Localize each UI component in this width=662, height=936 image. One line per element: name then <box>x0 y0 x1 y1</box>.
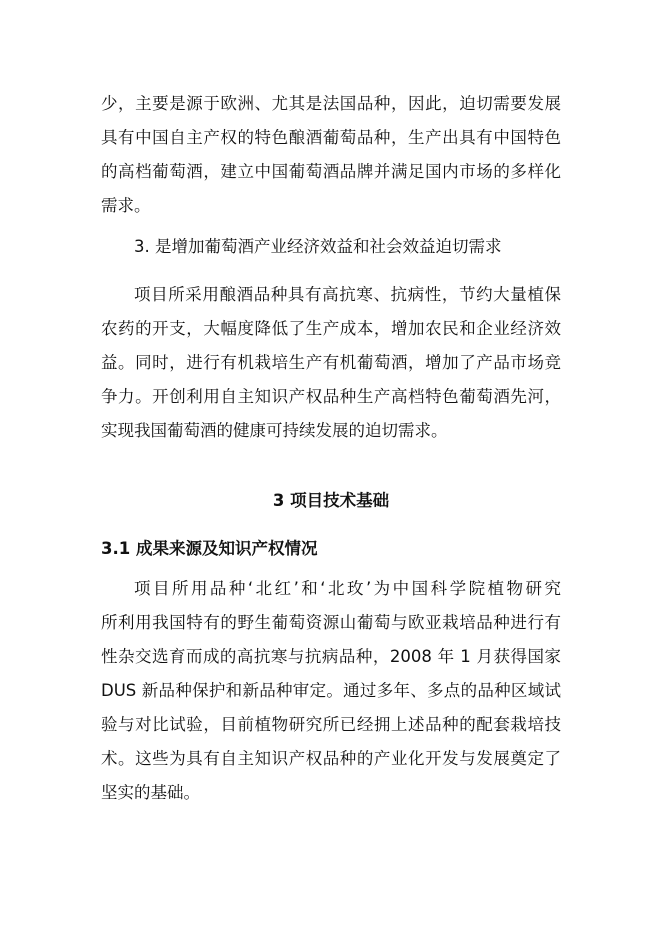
paragraph-line: 少，主要是源于欧洲、尤其是法国品种，因此，迫切需要发展 <box>101 94 561 113</box>
paragraph-line: DUS 新品种保护和新品种审定。通过多年、多点的品种区域试 <box>101 681 561 700</box>
paragraph-line: 争力。开创利用自主知识产权品种生产高档特色葡萄酒先河， <box>101 387 561 406</box>
section-title: 3 项目技术基础 <box>272 491 390 510</box>
paragraph-line: 术。这些为具有自主知识产权品种的产业化开发与发展奠定了 <box>101 749 561 768</box>
paragraph-line: 所利用我国特有的野生葡萄资源山葡萄与欧亚栽培品种进行有 <box>101 613 561 632</box>
paragraph-line: 益。同时，进行有机栽培生产有机葡萄酒，增加了产品市场竞 <box>101 353 561 372</box>
paragraph-line: 农药的开支，大幅度降低了生产成本，增加农民和企业经济效 <box>101 319 561 338</box>
paragraph-line: 坚实的基础。 <box>101 783 200 802</box>
paragraph-line: 项目所采用酿酒品种具有高抗寒、抗病性，节约大量植保 <box>134 285 561 304</box>
item-title: 3. 是增加葡萄酒产业经济效益和社会效益迫切需求 <box>134 237 502 256</box>
paragraph-line: 的高档葡萄酒，建立中国葡萄酒品牌并满足国内市场的多样化 <box>101 162 561 181</box>
paragraph-line: 需求。 <box>101 196 151 215</box>
paragraph-line: 项目所用品种‘北红’和‘北玫’为中国科学院植物研究 <box>134 579 561 598</box>
paragraph-line: 性杂交选育而成的高抗寒与抗病品种，2008 年 1 月获得国家 <box>101 647 561 666</box>
paragraph-line: 具有中国自主产权的特色酿酒葡萄品种，生产出具有中国特色 <box>101 128 561 147</box>
subsection-title: 3.1 成果来源及知识产权情况 <box>101 539 318 558</box>
paragraph-line: 实现我国葡萄酒的健康可持续发展的迫切需求。 <box>101 421 448 440</box>
paragraph-line: 验与对比试验，目前植物研究所已经拥上述品种的配套栽培技 <box>101 715 561 734</box>
